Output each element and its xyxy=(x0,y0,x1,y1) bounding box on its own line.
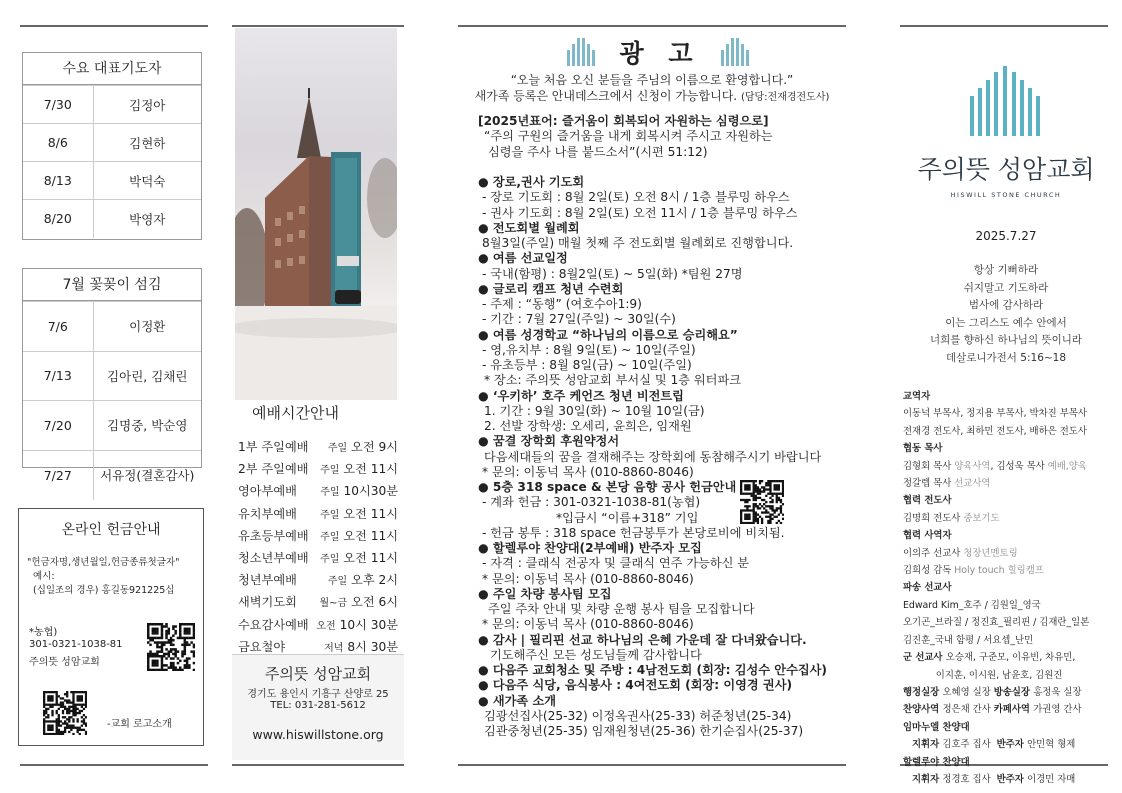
notice-line: * 문의: 이동넉 목사 (010-8860-8046) xyxy=(482,571,694,586)
worship-time xyxy=(328,437,398,459)
staff-line xyxy=(903,719,1089,736)
bank-account: 301-0321-1038-81 xyxy=(29,639,123,650)
staff-line xyxy=(903,527,1089,544)
qr-code-offering[interactable] xyxy=(147,623,195,671)
name-cell: 김명중, 박순영 xyxy=(93,401,201,451)
account-holder: 주의뜻 성암교회 xyxy=(29,657,100,668)
staff-line xyxy=(903,771,1089,788)
staff-text: 청장년멘토링 xyxy=(963,547,1018,559)
online-offering-box xyxy=(18,508,204,746)
worship-time xyxy=(320,548,398,570)
staff-line xyxy=(903,388,1089,405)
staff-text: 이경민 자매 xyxy=(1027,773,1076,785)
worship-time xyxy=(319,592,398,614)
worship-time xyxy=(320,459,398,481)
welcome-line: “오늘 처음 오신 분들을 주님의 이름으로 환영합니다.” xyxy=(510,73,794,87)
verse-line: 항상 기뻐하라 xyxy=(973,264,1039,276)
notice-line: ● 다음주 교회청소 및 주방 : 4남전도회 (회장: 김성수 안수집사) xyxy=(478,663,827,677)
worship-hour: 오전 6시 xyxy=(351,595,398,610)
verse-line: 이는 그리스도 예수 안에서 xyxy=(945,316,1067,329)
notice-line: - 자격 : 클래식 전공자 및 클래식 연주 가능하신 분 xyxy=(482,556,750,571)
notice-line: ● 할렐루야 찬양대(2부예배) 반주자 모집 xyxy=(478,541,702,555)
worship-name: 1부 주일예배 xyxy=(238,440,309,454)
worship-name: 유초등부예배 xyxy=(238,528,309,543)
staff-list xyxy=(903,388,1089,788)
staff-line xyxy=(903,667,1089,684)
staff-text: 지휘자 xyxy=(911,739,943,751)
notice-line: 8월3일(주일) 매월 첫째 주 전도회별 월례회로 진행합니다. xyxy=(482,236,794,250)
bank-name: *농협) xyxy=(29,627,58,638)
staff-text: 김진훈_국내 함평 / 서요셉_난민 xyxy=(903,634,1034,646)
staff-line xyxy=(903,405,1089,422)
staff-text: 오기곤_브라질 / 정진효_필리핀 / 김재란_일본 xyxy=(903,617,1090,629)
staff-text: 협력 전도사 xyxy=(903,495,952,507)
staff-text: 임마누엘 찬양대 xyxy=(903,721,970,733)
worship-name: 유치부예배 xyxy=(238,506,297,521)
bulletin-date: 2025.7.27 xyxy=(975,229,1037,243)
logo-caption: -교회 로고소개 xyxy=(107,719,172,730)
worship-name: 2부 주일예배 xyxy=(238,462,309,477)
church-name: 주의뜻 성암교회 xyxy=(264,665,372,683)
date-cell: 7/6 xyxy=(23,302,93,352)
date-cell: 7/20 xyxy=(23,401,93,451)
date-cell: 8/20 xyxy=(23,200,93,238)
staff-text: 김호주 집사 xyxy=(942,739,997,751)
worship-hour: 10시 30분 xyxy=(339,617,398,632)
staff-text: , 김성욱 목사 xyxy=(990,460,1048,472)
online-example-detail: (십일조의 경우) 홍길동921225십 xyxy=(33,585,175,596)
notice-list xyxy=(478,114,848,739)
worship-day: 주일 xyxy=(320,531,340,543)
notice-line: - 헌금 봉투 : 318 space 헌금봉투가 본당로비에 비치됨. xyxy=(482,525,785,540)
notice-line: * 문의: 이동넉 목사 (010-8860-8046) xyxy=(482,464,694,479)
worship-row xyxy=(238,459,398,481)
staff-line xyxy=(903,597,1089,614)
online-example: 예시: xyxy=(33,571,55,582)
date-cell: 8/13 xyxy=(23,162,93,200)
staff-line xyxy=(903,492,1089,509)
staff-text: 김형회 목사 xyxy=(903,460,955,472)
table-row xyxy=(23,302,201,352)
worship-row xyxy=(238,437,398,459)
verse-line: 범사에 감사하라 xyxy=(968,299,1044,312)
worship-day: 오전 xyxy=(316,620,336,632)
name-cell: 김아린, 김채린 xyxy=(93,351,201,401)
notice-line: * 문의: 이동넉 목사 (010-8860-8046) xyxy=(482,617,694,632)
newcomer-line xyxy=(458,87,846,104)
notice-line: - 장로 기도회 : 8월 2일(토) 오전 8시 / 1층 블루밍 하우스 xyxy=(482,190,790,205)
worship-time xyxy=(328,570,398,592)
worship-hour: 오전 11시 xyxy=(343,528,398,543)
notice-title: 광 고 xyxy=(619,39,701,68)
staff-line xyxy=(903,579,1089,596)
flowers-table xyxy=(23,301,201,500)
staff-text: 홍정욱 실장 xyxy=(1033,686,1082,698)
notice-line: 심령을 주사 나를 붙드소서”(시편 51:12) xyxy=(488,144,708,159)
staff-text: 오혜영 실장 xyxy=(942,686,994,698)
staff-line xyxy=(903,754,1089,771)
staff-line xyxy=(903,510,1089,527)
church-website[interactable]: www.hiswillstone.org xyxy=(252,727,384,742)
staff-text: 교역자 xyxy=(903,391,931,402)
worship-day: 저녁 xyxy=(324,642,344,654)
notice-line: - 기간 : 7월 27일(주일) ~ 30일(수) xyxy=(482,312,676,327)
name-cell: 이정환 xyxy=(93,302,201,352)
staff-text: 가권영 간사 xyxy=(1033,704,1082,716)
worship-name: 청년부예배 xyxy=(238,573,297,588)
staff-text: 김명희 전도사 xyxy=(903,512,964,524)
table-row xyxy=(23,86,201,124)
staff-text: 김희성 감독 xyxy=(903,565,955,577)
notice-line: [2025년표어: 즐거움이 회복되어 자원하는 심령으로] xyxy=(478,114,769,128)
staff-text: 중보기도 xyxy=(963,512,1000,524)
verse-line: 데살로니가전서 5:16~18 xyxy=(945,351,1067,364)
staff-text: 반주자 xyxy=(996,773,1028,785)
notice-line: ● 주일 차량 봉사팀 모집 xyxy=(478,586,612,601)
table-row xyxy=(23,351,201,401)
staff-text: 선교사역 xyxy=(954,478,991,490)
notice-line: - 계좌 헌금 : 301-0321-1038-81(농협) xyxy=(482,495,701,510)
organ-pipes-icon xyxy=(720,36,752,66)
staff-line xyxy=(903,562,1089,579)
scripture-verse xyxy=(900,262,1112,368)
staff-text: 협동 목사 xyxy=(903,443,943,455)
worship-hour: 8시 30분 xyxy=(347,639,398,654)
worship-title: 예배시간안내 xyxy=(252,404,339,422)
church-tel: TEL: 031-281-5612 xyxy=(270,700,366,711)
worship-day: 주일 xyxy=(320,509,340,521)
notice-line: - 유초등부 : 8월 8일(금) ~ 10일(주일) xyxy=(482,358,692,372)
worship-name: 청소년부예배 xyxy=(238,551,309,566)
staff-line xyxy=(903,632,1089,649)
notice-line: - 권사 기도회 : 8월 2일(토) 오전 11시 / 1층 블루밍 하우스 xyxy=(482,205,798,220)
newcomer-text: 새가족 등록은 안내데스크에서 신청이 가능합니다. xyxy=(474,89,738,103)
staff-text: 반주자 xyxy=(996,739,1028,751)
staff-text: 찬양사역 xyxy=(903,704,943,716)
staff-text: Edward Kim_호주 / 김원일_영국 xyxy=(903,599,1041,611)
bottom-rule xyxy=(20,764,208,766)
worship-row xyxy=(238,548,398,570)
flowers-title: 7월 꽃꽂이 섬김 xyxy=(23,269,201,301)
staff-text: 지휘자 xyxy=(911,773,943,785)
bottom-rule xyxy=(232,764,404,766)
church-address: 경기도 용인시 기흥구 산양로 25 xyxy=(247,689,389,700)
worship-row xyxy=(238,504,398,526)
staff-text xyxy=(903,774,912,785)
worship-hour: 오전 11시 xyxy=(343,551,398,566)
worship-name: 수요감사예배 xyxy=(238,617,309,632)
date-cell: 8/6 xyxy=(23,124,93,162)
notice-line: - 주제 : “동행” (여호수아1:9) xyxy=(482,297,642,311)
notice-line: * 장소: 주의뜻 성암교회 부서실 및 1층 워터파크 xyxy=(484,373,741,388)
online-title: 온라인 헌금안내 xyxy=(61,522,161,538)
notice-line: ● 5층 318 space & 본당 음향 공사 헌금안내 xyxy=(478,480,737,494)
church-title: 주의뜻 성암교회 xyxy=(917,155,1095,184)
staff-text: 이동넉 부목사, 정지용 부목사, 박차진 부목사 xyxy=(903,408,1087,420)
staff-text: 정은채 간사 xyxy=(942,704,994,716)
staff-text: 예배,양육 xyxy=(1047,460,1087,472)
notice-line: ● 꿈결 장학회 후원약정서 xyxy=(478,434,620,449)
church-building-photo xyxy=(235,28,397,400)
staff-text: Holy touch 힐링캠프 xyxy=(954,565,1044,577)
worship-time xyxy=(320,481,398,503)
notice-line: 2. 선발 장학생: 오세리, 윤희은, 임재원 xyxy=(484,419,692,433)
qr-code-donation[interactable] xyxy=(740,480,784,524)
worship-day: 주일 xyxy=(320,554,340,566)
notice-line: ● 다음주 식당, 음식봉사 : 4여전도회 (회장: 이영경 권사) xyxy=(478,678,793,693)
staff-line xyxy=(903,649,1089,666)
worship-hour: 오전 11시 xyxy=(343,506,398,521)
date-cell: 7/30 xyxy=(23,86,93,124)
church-info-box xyxy=(232,654,404,760)
worship-row xyxy=(238,526,398,548)
organ-pipes-icon xyxy=(566,36,598,66)
notice-line: ● 장로,권사 기도회 xyxy=(478,175,585,189)
notice-line: “주의 구원의 즐거움을 내게 회복시켜 주시고 자원하는 xyxy=(484,129,773,144)
staff-text: 전재경 전도사, 최하민 전도사, 배하은 전도사 xyxy=(903,425,1087,437)
notice-line: - 국내(함평) : 8월2일(토) ~ 5일(화) *팀원 27명 xyxy=(482,266,743,281)
staff-text: 정갈렙 목사 xyxy=(903,478,955,490)
top-rule xyxy=(232,25,404,27)
prayer-title: 수요 대표기도자 xyxy=(23,53,201,85)
notice-line: *입금시 “이름+318” 기입 xyxy=(556,510,699,525)
worship-name: 영아부예배 xyxy=(238,484,297,499)
staff-line xyxy=(903,736,1089,753)
notice-line: 1. 기간 : 9월 30일(화) ~ 10월 10일(금) xyxy=(484,403,705,418)
notice-line: - 영,유치부 : 8월 9일(토) ~ 10일(주일) xyxy=(482,342,696,357)
worship-day: 주일 xyxy=(320,487,340,499)
church-logo-icon xyxy=(968,66,1042,136)
notice-line: 다음세대들의 꿈을 결재해주는 장학회에 동참해주시기 바랍니다 xyxy=(484,449,822,464)
worship-day: 주일 xyxy=(327,443,348,454)
verse-line: 쉬지말고 기도하라 xyxy=(963,281,1049,294)
staff-text: 행정실장 xyxy=(903,686,943,698)
notice-line: ● 새가족 소개 xyxy=(478,693,556,708)
worship-row xyxy=(238,570,398,592)
worship-hour: 오전 9시 xyxy=(351,440,398,454)
notice-line xyxy=(478,160,848,175)
table-row xyxy=(23,450,201,500)
staff-line xyxy=(903,475,1089,492)
worship-day: 주일 xyxy=(327,576,348,588)
staff-text: 방송실장 xyxy=(993,686,1034,698)
online-guide: "헌금자명,생년월일,헌금종류첫글자" xyxy=(27,557,180,568)
worship-time xyxy=(320,526,398,548)
name-cell: 김정아 xyxy=(93,86,201,124)
staff-line xyxy=(903,684,1089,701)
staff-text: 협력 사역자 xyxy=(903,530,952,542)
staff-line xyxy=(903,440,1089,457)
notice-line: 주일 주차 안내 및 차량 운행 봉사 팀을 모집합니다 xyxy=(488,602,755,616)
worship-row xyxy=(238,592,398,614)
worship-row xyxy=(238,481,398,503)
worship-day: 주일 xyxy=(320,465,340,477)
staff-line xyxy=(903,614,1089,631)
notice-line: 김관중청년(25-35) 임재원청년(25-36) 한기순집사(25-37) xyxy=(484,724,804,738)
staff-text: 카페사역 xyxy=(993,704,1034,716)
staff-text: 안민혁 형제 xyxy=(1027,739,1076,751)
qr-code-logo[interactable] xyxy=(43,691,87,735)
staff-line xyxy=(903,458,1089,475)
top-rule xyxy=(20,25,208,27)
notice-line: ● 감사 | 필리핀 선교 하나님의 은혜 가운데 잘 다녀왔습니다. xyxy=(478,632,807,647)
worship-schedule xyxy=(238,437,398,659)
flowers-box xyxy=(22,268,202,483)
table-row xyxy=(23,401,201,451)
name-cell: 박영자 xyxy=(93,200,201,238)
verse-line: 너희를 향하신 하나님의 뜻이니라 xyxy=(929,334,1082,347)
notice-line: ● 여름 선교일정 xyxy=(478,251,568,266)
prayer-box xyxy=(22,52,202,240)
notice-line: ● ‘우키하’ 호주 케언즈 청년 비전트립 xyxy=(478,388,684,403)
top-rule xyxy=(458,25,846,27)
staff-text: 파송 선교사 xyxy=(903,582,952,594)
bottom-rule xyxy=(458,764,846,766)
name-cell: 김현하 xyxy=(93,124,201,162)
notice-line: 김광선집사(25-32) 이정옥권사(25-33) 허준청년(25-34) xyxy=(484,708,792,723)
date-cell: 7/13 xyxy=(23,351,93,401)
newcomer-contact: (담당:전재경전도사) xyxy=(740,92,830,103)
worship-hour: 오후 2시 xyxy=(351,573,398,588)
date-cell: 7/27 xyxy=(23,450,93,500)
worship-time xyxy=(320,504,398,526)
top-rule xyxy=(900,25,1108,27)
name-cell: 박덕숙 xyxy=(93,162,201,200)
staff-text: 정경호 집사 xyxy=(942,773,997,785)
table-row xyxy=(23,124,201,162)
staff-text: 군 선교사 xyxy=(903,652,946,664)
notice-line: 기도해주신 모든 성도님들께 감사합니다 xyxy=(490,647,702,662)
staff-text: 이의주 선교사 xyxy=(903,547,964,559)
worship-time xyxy=(316,615,398,637)
staff-text: 이지훈, 이시원, 남윤호, 김원진 xyxy=(903,669,1063,681)
worship-name: 금요철야 xyxy=(238,639,286,654)
worship-hour: 오전 11시 xyxy=(343,462,398,477)
table-row xyxy=(23,200,201,238)
staff-text: 양육사역 xyxy=(954,460,991,472)
church-title-en: HISWILL STONE CHURCH xyxy=(950,191,1062,199)
staff-text xyxy=(903,739,912,750)
worship-name: 새벽기도회 xyxy=(238,595,297,610)
table-row xyxy=(23,162,201,200)
notice-line: ● 글로리 캠프 청년 수련회 xyxy=(478,281,624,296)
prayer-table xyxy=(23,85,201,238)
worship-row xyxy=(238,615,398,637)
worship-hour: 10시30분 xyxy=(343,484,398,499)
worship-day: 월~금 xyxy=(319,598,348,610)
staff-line xyxy=(903,545,1089,562)
staff-line xyxy=(903,701,1089,718)
staff-line xyxy=(903,423,1089,440)
name-cell: 서유정(결혼감사) xyxy=(93,450,201,500)
staff-text: 오승재, 구준모, 이유빈, 차유민, xyxy=(945,652,1076,664)
staff-text: 할렐루야 찬양대 xyxy=(903,756,970,768)
notice-line: ● 여름 성경학교 “하나님의 이름으로 승리해요” xyxy=(478,327,738,342)
notice-line: ● 전도회별 월례회 xyxy=(478,220,580,235)
